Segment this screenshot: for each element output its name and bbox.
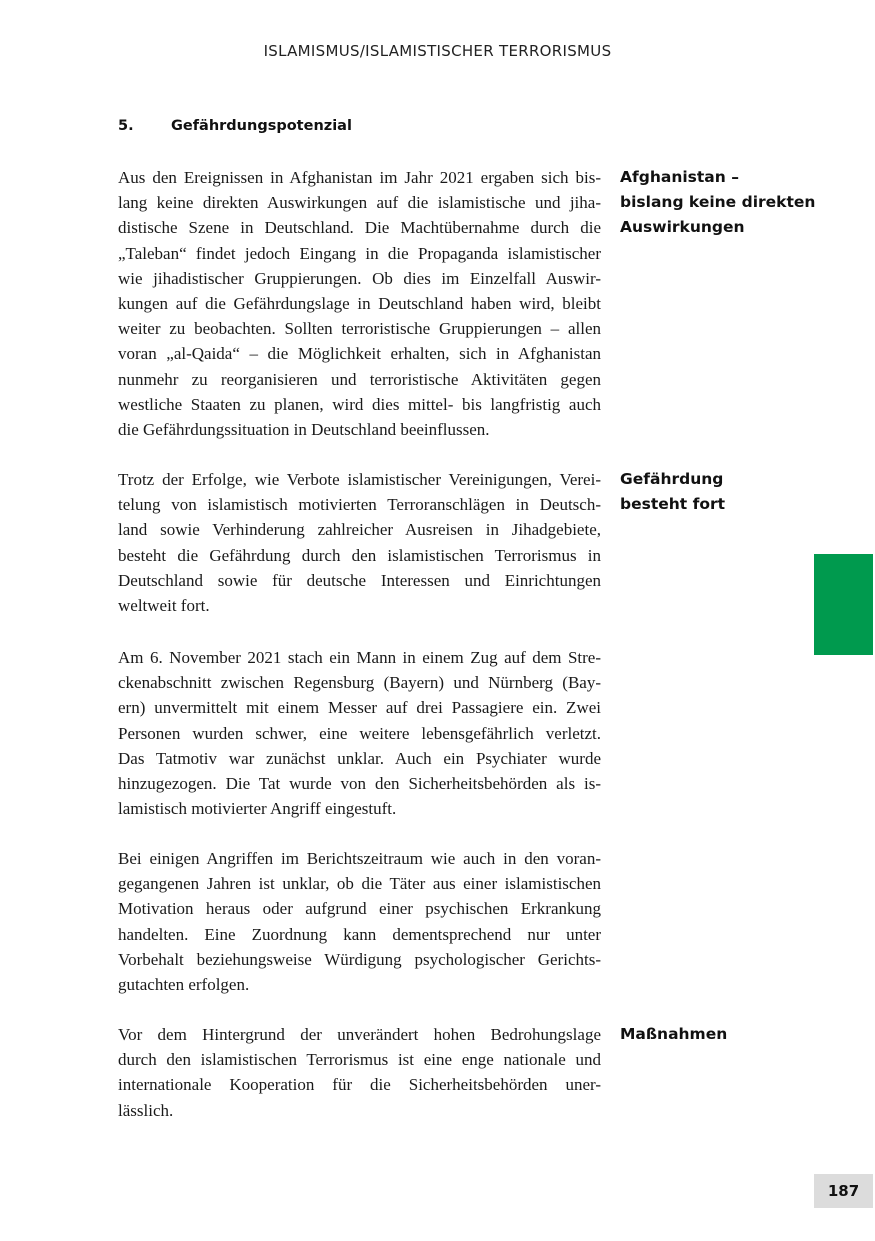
margin-note-line: Maßnahmen <box>620 1025 728 1043</box>
text-line: die Gefährdungssituation in Deutschland beeinflussen. <box>118 420 490 440</box>
text-line: lamistisch motivierter Angriff eingestuft. <box>118 799 397 819</box>
text-line: besteht die Gefährdung durch den islamistischen Terrorismus in <box>118 545 601 565</box>
text-line: gutachten erfolgen. <box>118 975 250 995</box>
text-line: weltweit fort. <box>118 596 210 616</box>
margin-note-massnahmen <box>620 1022 810 1047</box>
chapter-tab-marker <box>814 554 873 655</box>
section-number: 5. <box>118 118 134 134</box>
text-line: Aus den Ereignissen in Afghanistan im Jahr 2021 ergaben sich bis- <box>118 168 601 187</box>
text-line: Trotz der Erfolge, wie Verbote islamistischer Vereinigungen, Verei- <box>118 470 601 489</box>
text-line: Das Tatmotiv war zunächst unklar. Auch ein Psychiater wurde <box>118 748 601 768</box>
text-line: weiter zu beobachten. Sollten terroristische Gruppierungen – allen <box>118 319 601 339</box>
margin-note-line: bislang keine direkten <box>620 193 816 212</box>
margin-note-line: Gefährdung <box>620 470 724 488</box>
text-line: ckenabschnitt zwischen Regensburg (Bayern) und Nürnberg (Bay- <box>118 673 601 693</box>
text-line: Am 6. November 2021 stach ein Mann in einem Zug auf dem Stre- <box>118 648 601 667</box>
text-line: Motivation heraus oder aufgrund einer psychischen Erkrankung <box>118 899 601 919</box>
text-line: handelten. Eine Zuordnung kann dementsprechend nur unter <box>118 924 601 944</box>
text-line: hinzugezogen. Die Tat wurde von den Sicherheitsbehörden als is- <box>118 774 601 794</box>
text-line: Deutschland sowie für deutsche Interessen und Einrichtungen <box>118 570 601 590</box>
section-heading <box>118 118 352 134</box>
margin-note-line: Auswirkungen <box>620 218 745 237</box>
text-line: internationale Kooperation für die Sicherheitsbehörden uner- <box>118 1075 601 1095</box>
margin-note-line: besteht fort <box>620 495 726 514</box>
text-line: land sowie Verhinderung zahlreicher Ausreisen in Jihadgebiete, <box>118 520 601 540</box>
text-line: Vorbehalt beziehungsweise Würdigung psychologischer Gerichts- <box>118 949 601 969</box>
text-line: voran „al-Qaida“ – die Möglichkeit erhalten, sich in Afghanistan <box>118 344 601 364</box>
text-line: Vor dem Hintergrund der unverändert hohen Bedrohungslage <box>118 1025 601 1044</box>
text-line: gegangenen Jahren ist unklar, ob die Täter aus einer islamistischen <box>118 874 601 894</box>
paragraph-angriff <box>118 645 601 821</box>
text-line: distische Szene in Deutschland. Die Machtübernahme durch die <box>118 218 601 238</box>
text-line: telung von islamistisch motivierten Terroranschlägen in Deutsch- <box>118 495 601 515</box>
text-line: Personen wurden schwer, eine weitere lebensgefährlich verletzt. <box>118 723 601 743</box>
text-line: nunmehr zu reorganisieren und terroristische Aktivitäten gegen <box>118 369 601 389</box>
paragraph-massnahmen <box>118 1022 601 1123</box>
margin-note-line: Afghanistan – <box>620 168 739 186</box>
page-number: 187 <box>814 1174 873 1208</box>
text-line: „Taleban“ findet jedoch Eingang in die Propaganda islamistischer <box>118 243 601 263</box>
text-line: Bei einigen Angriffen im Berichtszeitraum wie auch in den voran- <box>118 849 601 868</box>
paragraph-afghanistan <box>118 165 601 442</box>
running-header: ISLAMISMUS/ISLAMISTISCHER TERRORISMUS <box>263 42 612 60</box>
text-line: westliche Staaten zu planen, wird dies mittel- bis langfristig auch <box>118 394 601 414</box>
paragraph-unklar <box>118 846 601 997</box>
text-line: durch den islamistischen Terrorismus ist eine enge nationale und <box>118 1050 601 1070</box>
text-line: kungen auf die Gefährdungslage in Deutschland haben wird, bleibt <box>118 294 601 314</box>
text-line: lässlich. <box>118 1100 174 1120</box>
text-line: ern) unvermittelt mit einem Messer auf drei Passagiere ein. Zwei <box>118 698 601 718</box>
margin-note-afghanistan <box>620 165 816 241</box>
section-title: Gefährdungspotenzial <box>171 118 352 134</box>
paragraph-gefaehrdung <box>118 467 601 618</box>
margin-note-gefaehrdung <box>620 467 810 517</box>
text-line: lang keine direkten Auswirkungen auf die islamistische und jiha- <box>118 193 601 213</box>
text-line: wie jihadistischer Gruppierungen. Ob dies im Einzelfall Auswir- <box>118 268 601 288</box>
